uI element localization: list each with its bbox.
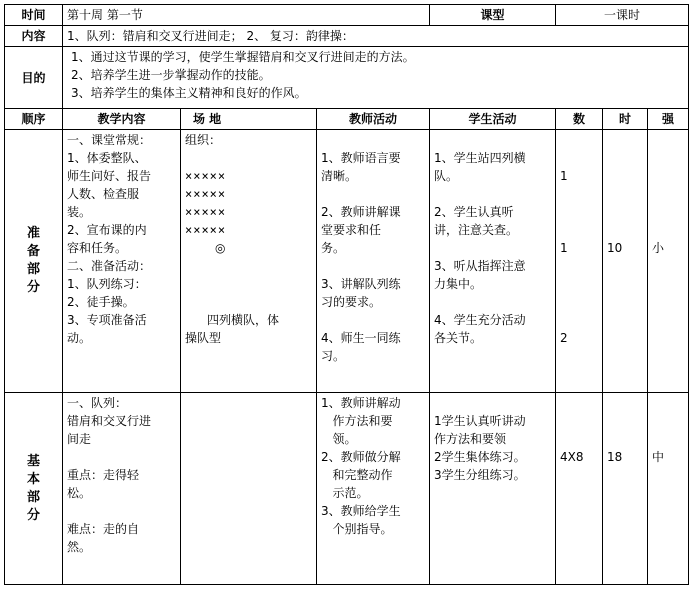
formation-caption: 四列横队，体 — [207, 313, 280, 327]
goals-row — [5, 47, 689, 109]
goal-item: 3、培养学生的集体主义精神和良好的作风。 — [71, 86, 307, 100]
lesson-type-label: 课型 — [430, 5, 556, 26]
prep-section-row — [5, 130, 689, 393]
time-value: 第十周 第一节 — [63, 5, 430, 26]
basic-teaching-content: 一、队列： 错肩和交叉行进 间走 重点：走得轻 松。 难点：走的自 然。 — [63, 393, 181, 585]
goals-label: 目的 — [5, 47, 63, 109]
time-label: 时间 — [5, 5, 63, 26]
prep-venue-formation — [181, 130, 317, 393]
basic-teacher-activity: 1、教师讲解动 作方法和要 领。 2、教师做分解 和完整动作 示范。 3、教师给学生 个别指导。 — [317, 393, 430, 585]
time-row — [5, 5, 689, 26]
basic-intensity: 中 — [648, 393, 689, 585]
prep-teaching-content: 一、课堂常规： 1、体委整队、 师生问好、报告 人数、检查服 装。 2、宣布课的内 容和任务。 二、准备活动： 1、队列练习： 2、徒手操。 3、专项准备活 动。 — [63, 130, 181, 393]
formation-title: 组织： — [185, 133, 222, 147]
lesson-plan-table — [4, 4, 689, 585]
lesson-type-value: 一课时 — [556, 5, 689, 26]
prep-intensity: 小 — [648, 130, 689, 393]
formation-row: ××××× — [185, 187, 227, 201]
basic-count: 4X8 — [556, 393, 603, 585]
content-row — [5, 26, 689, 47]
prep-section-label: 准 备 部 分 — [5, 130, 63, 393]
column-header-row — [5, 109, 689, 130]
column-header-time: 时 — [603, 109, 648, 130]
goals-list — [63, 47, 689, 109]
prep-time: 10 — [603, 130, 648, 393]
column-header-order: 顺序 — [5, 109, 63, 130]
basic-section-label: 基 本 部 分 — [5, 393, 63, 585]
column-header-teacher: 教师活动 — [317, 109, 430, 130]
formation-caption: 操队型 — [185, 331, 222, 345]
prep-student-activity: 1、学生站四列横 队。 2、学生认真听 讲，注意关查。 3、听从指挥注意 力集中。 4、学生充分活动 各关节。 — [430, 130, 556, 393]
column-header-count: 数 — [556, 109, 603, 130]
column-header-intensity: 强 — [648, 109, 689, 130]
goal-item: 2、培养学生进一步掌握动作的技能。 — [71, 68, 271, 82]
prep-count: 1 1 2 — [556, 130, 603, 393]
content-label: 内容 — [5, 26, 63, 47]
column-header-venue: 场 地 — [181, 109, 317, 130]
basic-section-row — [5, 393, 689, 585]
content-value: 1、队列：错肩和交叉行进间走； 2、 复习：韵律操： — [63, 26, 689, 47]
basic-venue — [181, 393, 317, 585]
formation-row: ××××× — [185, 223, 227, 237]
goal-item: 1、通过这节课的学习，使学生掌握错肩和交叉行进间走的方法。 — [71, 50, 415, 64]
prep-teacher-activity: 1、教师语言要 清晰。 2、教师讲解课 堂要求和任 务。 3、讲解队列练 习的要求。 4、师生一同练 习。 — [317, 130, 430, 393]
basic-time: 18 — [603, 393, 648, 585]
column-header-teaching: 教学内容 — [63, 109, 181, 130]
column-header-student: 学生活动 — [430, 109, 556, 130]
teacher-position-icon: ◎ — [215, 241, 226, 255]
basic-student-activity: 1学生认真听讲动 作方法和要领 2学生集体练习。 3学生分组练习。 — [430, 393, 556, 585]
formation-row: ××××× — [185, 205, 227, 219]
formation-row: ××××× — [185, 169, 227, 183]
